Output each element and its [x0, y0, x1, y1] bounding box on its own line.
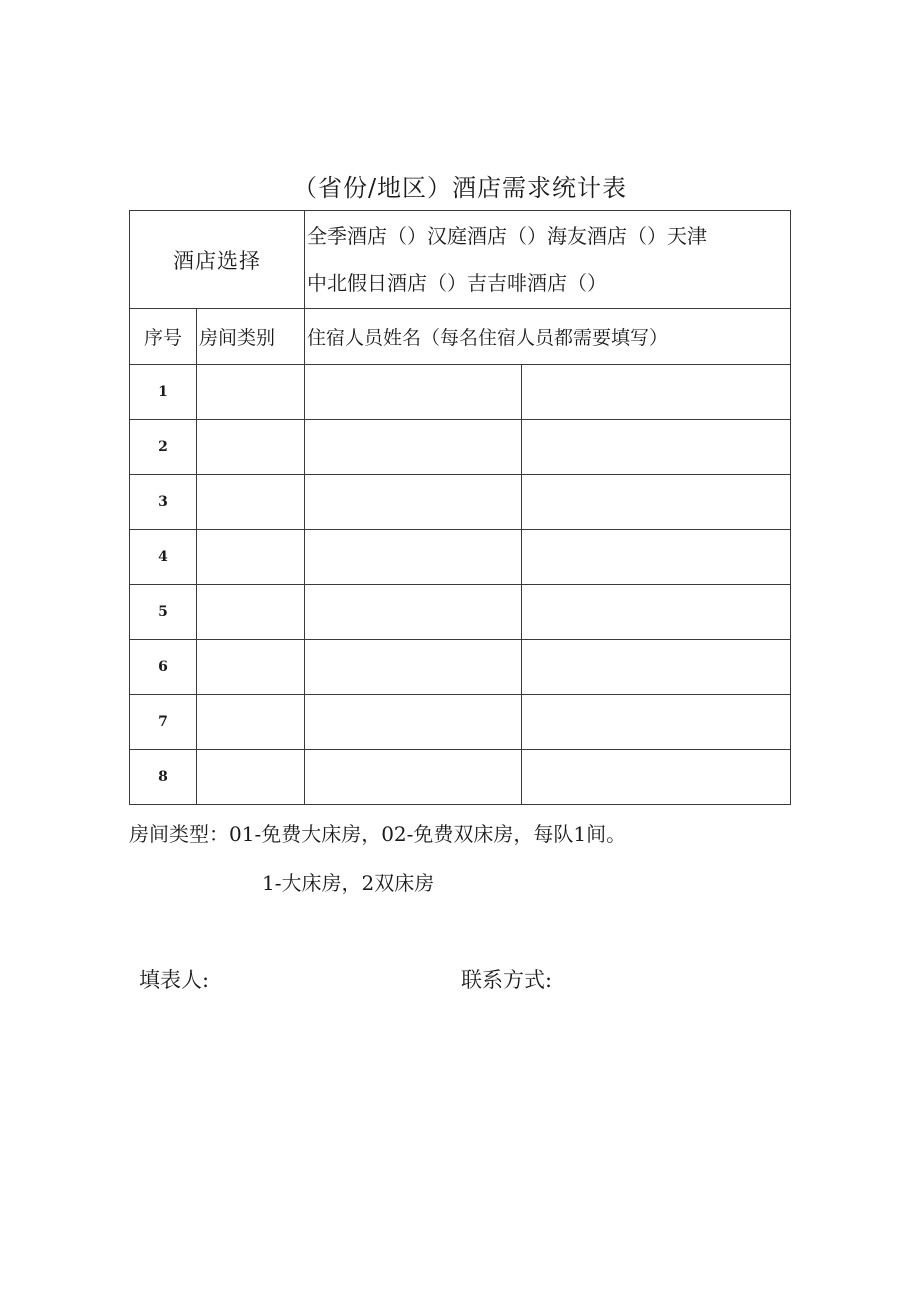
- room-type-cell[interactable]: [197, 365, 305, 420]
- guest-name-cell-2[interactable]: [522, 585, 791, 640]
- form-filler-input[interactable]: [209, 970, 389, 994]
- form-filler-field: [139, 964, 389, 994]
- guest-name-cell-1[interactable]: [305, 695, 522, 750]
- room-type-cell[interactable]: [197, 585, 305, 640]
- row-number: 4: [130, 530, 197, 585]
- row-number: 1: [130, 365, 197, 420]
- room-type-cell[interactable]: [197, 420, 305, 475]
- table-row: [130, 640, 791, 695]
- column-header-guest-names: 住宿人员姓名（每名住宿人员都需要填写）: [305, 309, 791, 365]
- row-number: 6: [130, 640, 197, 695]
- hotel-options-line-1: 全季酒店（）汉庭酒店（）海友酒店（）天津: [307, 223, 707, 248]
- guest-name-cell-2[interactable]: [522, 530, 791, 585]
- guest-name-cell-1[interactable]: [305, 365, 522, 420]
- room-type-note-short: 1-大床房，2双床房: [262, 871, 435, 895]
- room-type-cell[interactable]: [197, 530, 305, 585]
- table-row: [130, 750, 791, 805]
- hotel-demand-table: [129, 210, 791, 805]
- table-row: [130, 585, 791, 640]
- room-type-cell[interactable]: [197, 640, 305, 695]
- header-row: [130, 309, 791, 365]
- guest-name-cell-2[interactable]: [522, 420, 791, 475]
- row-number: 7: [130, 695, 197, 750]
- room-type-cell[interactable]: [197, 475, 305, 530]
- row-number: 2: [130, 420, 197, 475]
- contact-field: [461, 964, 732, 994]
- guest-name-cell-2[interactable]: [522, 640, 791, 695]
- guest-name-cell-2[interactable]: [522, 365, 791, 420]
- table-row: [130, 365, 791, 420]
- guest-name-cell-1[interactable]: [305, 530, 522, 585]
- contact-input[interactable]: [552, 970, 732, 994]
- room-type-cell[interactable]: [197, 750, 305, 805]
- form-filler-label: 填表人:: [139, 968, 210, 992]
- guest-name-cell-2[interactable]: [522, 475, 791, 530]
- hotel-options[interactable]: [305, 211, 791, 309]
- room-type-note: 房间类型：01-免费大床房，02-免费双床房，每队1间。: [129, 822, 627, 846]
- row-number: 3: [130, 475, 197, 530]
- row-number: 8: [130, 750, 197, 805]
- guest-name-cell-1[interactable]: [305, 475, 522, 530]
- guest-name-cell-2[interactable]: [522, 695, 791, 750]
- table-row: [130, 530, 791, 585]
- table-row: [130, 420, 791, 475]
- guest-name-cell-1[interactable]: [305, 420, 522, 475]
- guest-rows: [130, 365, 791, 805]
- guest-name-cell-1[interactable]: [305, 640, 522, 695]
- hotel-selection-row: [130, 211, 791, 309]
- form-title: （省份/地区）酒店需求统计表: [292, 174, 628, 202]
- column-header-seq: 序号: [130, 309, 197, 365]
- guest-name-cell-1[interactable]: [305, 585, 522, 640]
- table-row: [130, 475, 791, 530]
- hotel-options-line-2: 中北假日酒店（）吉吉啡酒店（）: [307, 270, 607, 295]
- room-type-cell[interactable]: [197, 695, 305, 750]
- column-header-room-type: 房间类别: [197, 309, 305, 365]
- table-row: [130, 695, 791, 750]
- guest-name-cell-1[interactable]: [305, 750, 522, 805]
- guest-name-cell-2[interactable]: [522, 750, 791, 805]
- row-number: 5: [130, 585, 197, 640]
- contact-label: 联系方式:: [461, 968, 553, 992]
- hotel-selection-label: 酒店选择: [130, 211, 305, 309]
